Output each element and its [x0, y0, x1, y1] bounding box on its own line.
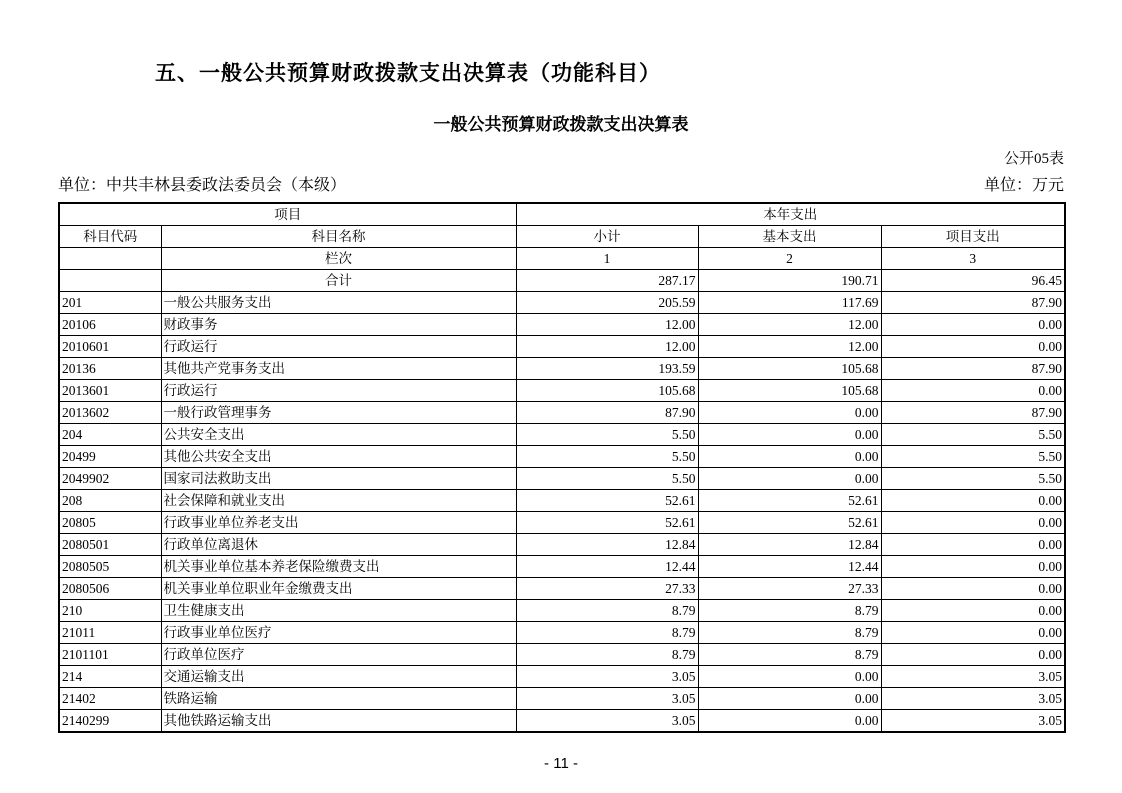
basic-cell: 0.00: [698, 446, 881, 468]
project-cell: 0.00: [881, 534, 1065, 556]
subtotal-cell: 87.90: [516, 402, 698, 424]
code-cell: 2010601: [59, 336, 161, 358]
col-header-basic: 基本支出: [698, 226, 881, 248]
name-cell: 行政单位医疗: [161, 644, 516, 666]
basic-cell: 0.00: [698, 402, 881, 424]
basic-cell: 8.79: [698, 644, 881, 666]
code-cell: 201: [59, 292, 161, 314]
table-row: [59, 534, 1065, 556]
project-cell: 0.00: [881, 644, 1065, 666]
basic-cell: 27.33: [698, 578, 881, 600]
subtotal-cell: 205.59: [516, 292, 698, 314]
project-cell: 0.00: [881, 622, 1065, 644]
basic-cell: 52.61: [698, 490, 881, 512]
col-header-project: 项目支出: [881, 226, 1065, 248]
basic-cell: 117.69: [698, 292, 881, 314]
project-cell: 3.05: [881, 688, 1065, 710]
code-cell: 208: [59, 490, 161, 512]
total-project-cell: 96.45: [881, 270, 1065, 292]
basic-cell: 8.79: [698, 600, 881, 622]
table-row: [59, 666, 1065, 688]
group-header-current-year: 本年支出: [516, 203, 1065, 226]
name-cell: 一般行政管理事务: [161, 402, 516, 424]
table-row: [59, 644, 1065, 666]
subtotal-cell: 52.61: [516, 490, 698, 512]
column-index-row: [59, 248, 1065, 270]
project-cell: 0.00: [881, 512, 1065, 534]
group-header-item: 项目: [59, 203, 516, 226]
name-cell: 社会保障和就业支出: [161, 490, 516, 512]
expenditure-table: [58, 202, 1066, 733]
project-cell: 87.90: [881, 402, 1065, 424]
project-cell: 3.05: [881, 666, 1065, 688]
column-header-row: [59, 226, 1065, 248]
basic-cell: 0.00: [698, 666, 881, 688]
table-row: [59, 600, 1065, 622]
table-row: [59, 710, 1065, 733]
project-cell: 0.00: [881, 380, 1065, 402]
project-cell: 0.00: [881, 578, 1065, 600]
project-cell: 3.05: [881, 710, 1065, 733]
index-col-1: 1: [516, 248, 698, 270]
basic-cell: 105.68: [698, 358, 881, 380]
col-header-subtotal: 小计: [516, 226, 698, 248]
project-cell: 5.50: [881, 468, 1065, 490]
code-cell: 2140299: [59, 710, 161, 733]
name-cell: 国家司法救助支出: [161, 468, 516, 490]
code-cell: 20136: [59, 358, 161, 380]
subtotal-cell: 8.79: [516, 644, 698, 666]
table-row: [59, 358, 1065, 380]
code-cell: 2101101: [59, 644, 161, 666]
name-cell: 卫生健康支出: [161, 600, 516, 622]
col-header-name: 科目名称: [161, 226, 516, 248]
table-row: [59, 622, 1065, 644]
table-row: [59, 556, 1065, 578]
code-cell: 21011: [59, 622, 161, 644]
table-row: [59, 292, 1065, 314]
project-cell: 0.00: [881, 556, 1065, 578]
name-cell: 交通运输支出: [161, 666, 516, 688]
currency-unit-label: 单位：万元: [983, 177, 1064, 194]
code-cell: 2080501: [59, 534, 161, 556]
table-row: [59, 336, 1065, 358]
project-cell: 0.00: [881, 490, 1065, 512]
subtotal-cell: 5.50: [516, 468, 698, 490]
code-cell: 210: [59, 600, 161, 622]
subtotal-cell: 8.79: [516, 622, 698, 644]
name-cell: 行政事业单位医疗: [161, 622, 516, 644]
project-cell: 5.50: [881, 424, 1065, 446]
project-cell: 5.50: [881, 446, 1065, 468]
basic-cell: 105.68: [698, 380, 881, 402]
basic-cell: 8.79: [698, 622, 881, 644]
subtotal-cell: 3.05: [516, 688, 698, 710]
basic-cell: 0.00: [698, 424, 881, 446]
subtotal-cell: 3.05: [516, 666, 698, 688]
table-row: [59, 314, 1065, 336]
name-cell: 行政运行: [161, 380, 516, 402]
code-cell: 214: [59, 666, 161, 688]
empty-cell: [59, 248, 161, 270]
name-cell: 一般公共服务支出: [161, 292, 516, 314]
basic-cell: 12.44: [698, 556, 881, 578]
code-cell: 204: [59, 424, 161, 446]
subtotal-cell: 5.50: [516, 446, 698, 468]
empty-cell: [59, 270, 161, 292]
total-subtotal-cell: 287.17: [516, 270, 698, 292]
name-cell: 财政事务: [161, 314, 516, 336]
project-cell: 0.00: [881, 336, 1065, 358]
code-cell: 2080506: [59, 578, 161, 600]
org-unit-label: 单位：中共丰林县委政法委员会（本级）: [58, 177, 347, 194]
subtotal-cell: 8.79: [516, 600, 698, 622]
basic-cell: 52.61: [698, 512, 881, 534]
index-col-2: 2: [698, 248, 881, 270]
name-cell: 机关事业单位职业年金缴费支出: [161, 578, 516, 600]
form-number-label: 公开05表: [1003, 151, 1064, 167]
table-body: [59, 292, 1065, 733]
basic-cell: 0.00: [698, 468, 881, 490]
code-cell: 20106: [59, 314, 161, 336]
name-cell: 公共安全支出: [161, 424, 516, 446]
table-row: [59, 688, 1065, 710]
total-basic-cell: 190.71: [698, 270, 881, 292]
table-row: [59, 402, 1065, 424]
project-cell: 0.00: [881, 600, 1065, 622]
name-cell: 其他共产党事务支出: [161, 358, 516, 380]
subtotal-cell: 105.68: [516, 380, 698, 402]
index-row-label: 栏次: [161, 248, 516, 270]
basic-cell: 12.00: [698, 336, 881, 358]
subtotal-cell: 3.05: [516, 710, 698, 733]
group-header-row: [59, 203, 1065, 226]
table-row: [59, 490, 1065, 512]
subtotal-cell: 27.33: [516, 578, 698, 600]
subtotal-cell: 5.50: [516, 424, 698, 446]
col-header-code: 科目代码: [59, 226, 161, 248]
name-cell: 铁路运输: [161, 688, 516, 710]
meta-row: [58, 176, 1064, 196]
code-cell: 2080505: [59, 556, 161, 578]
basic-cell: 0.00: [698, 688, 881, 710]
code-cell: 20499: [59, 446, 161, 468]
basic-cell: 12.00: [698, 314, 881, 336]
table-row: [59, 380, 1065, 402]
code-cell: 20805: [59, 512, 161, 534]
table-row: [59, 424, 1065, 446]
name-cell: 行政运行: [161, 336, 516, 358]
name-cell: 机关事业单位基本养老保险缴费支出: [161, 556, 516, 578]
code-cell: 2013602: [59, 402, 161, 424]
table-title: 一般公共预算财政拨款支出决算表: [433, 115, 689, 134]
table-row: [59, 512, 1065, 534]
table-row: [59, 468, 1065, 490]
name-cell: 行政事业单位养老支出: [161, 512, 516, 534]
name-cell: 其他铁路运输支出: [161, 710, 516, 733]
name-cell: 其他公共安全支出: [161, 446, 516, 468]
project-cell: 87.90: [881, 292, 1065, 314]
code-cell: 2013601: [59, 380, 161, 402]
table-row: [59, 578, 1065, 600]
basic-cell: 12.84: [698, 534, 881, 556]
subtotal-cell: 12.44: [516, 556, 698, 578]
code-cell: 2049902: [59, 468, 161, 490]
project-cell: 0.00: [881, 314, 1065, 336]
subtotal-cell: 12.00: [516, 336, 698, 358]
total-row: [59, 270, 1065, 292]
name-cell: 行政单位离退休: [161, 534, 516, 556]
subtotal-cell: 12.84: [516, 534, 698, 556]
code-cell: 21402: [59, 688, 161, 710]
subtotal-cell: 12.00: [516, 314, 698, 336]
basic-cell: 0.00: [698, 710, 881, 733]
project-cell: 87.90: [881, 358, 1065, 380]
index-col-3: 3: [881, 248, 1065, 270]
table-row: [59, 446, 1065, 468]
subtotal-cell: 52.61: [516, 512, 698, 534]
subtotal-cell: 193.59: [516, 358, 698, 380]
page-title: 五、一般公共预算财政拨款支出决算表（功能科目）: [155, 62, 661, 85]
page-number: - 11 -: [544, 755, 578, 772]
total-row-label: 合计: [161, 270, 516, 292]
